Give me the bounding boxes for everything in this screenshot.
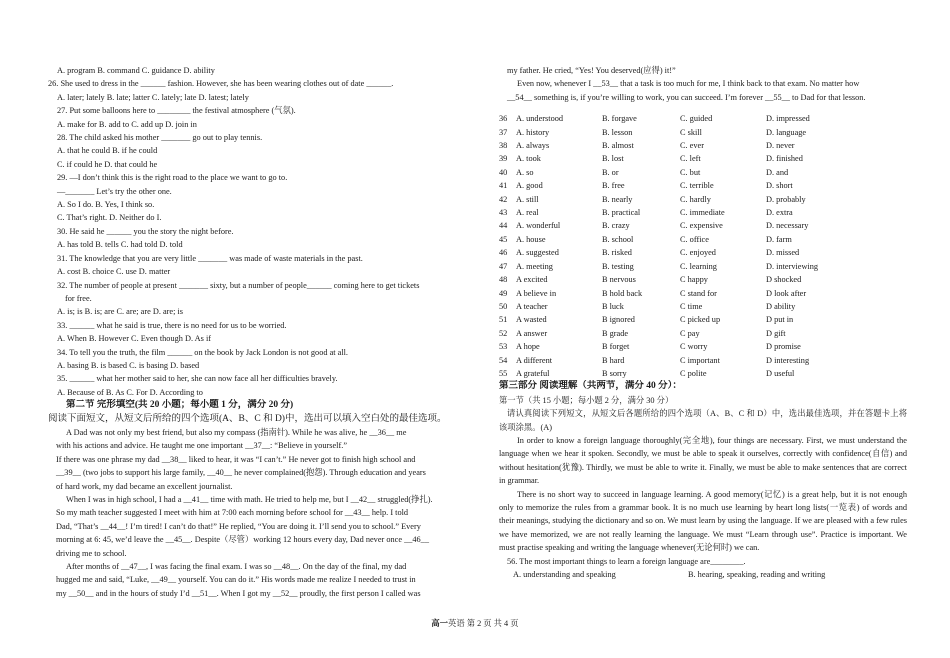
option-number: 36 [499, 114, 508, 124]
option-number: 39 [499, 154, 508, 164]
reading-passage [499, 434, 907, 555]
passage-line: my __50__ and in the hours of study I’d __51__. When I got my __52__ proudly, the first person I called was [56, 588, 421, 598]
question-line: —_______ Let’s try the other one. [57, 186, 172, 196]
option-choice: D. necessary [766, 221, 809, 231]
passage-line: driving me to school. [56, 548, 127, 558]
option-choice: A. took [516, 154, 541, 164]
passage-line: Dad, “That’s __44__! I’m tired! I can’t do that!” He replied, “You are doing it. I’ll send you to school.” Every [56, 521, 421, 531]
option-choice: A hope [516, 342, 540, 352]
option-choice: A. wonderful [516, 221, 561, 231]
option-number: 44 [499, 221, 508, 231]
option-choice: A grateful [516, 368, 550, 378]
option-number: 47 [499, 261, 508, 271]
cloze-passage [48, 426, 456, 600]
option-number: 49 [499, 288, 508, 298]
footer-page-info: 英语 第 2 页 共 4 页 [448, 619, 519, 628]
option-choice: D. and [766, 167, 789, 177]
option-choice: B. crazy [602, 221, 630, 231]
option-number: 38 [499, 141, 508, 151]
option-choice: B. almost [602, 141, 634, 151]
option-number: 52 [499, 328, 508, 338]
option-choice: B hard [602, 355, 625, 365]
option-choice: A. still [516, 194, 539, 204]
question-line: 32. The number of people at present _______ sixty, but a number of people______ coming here to get tickets [57, 280, 420, 290]
option-choice: A believe in [516, 288, 557, 298]
reading-paragraph: In order to know a foreign language thoroughly(完全地), four things are necessary. First, we must understand the language when we hear it spoken. Secondly, we must be able to speak it ourselves, correctly with confidence(自信) and without hesitation(犹豫). Thirdly, we must be able to write it. Finally, we must be able to make sentences that are correct in grammar. [499, 435, 907, 486]
option-choice: C. hardly [680, 194, 711, 204]
option-row [499, 313, 907, 326]
option-choice: B. free [602, 181, 625, 191]
option-choice: C happy [680, 275, 708, 285]
option-choice: C. office [680, 234, 709, 244]
option-choice: B sorry [602, 368, 627, 378]
option-number: 43 [499, 208, 508, 218]
option-row [499, 327, 907, 340]
option-choice: C. immediate [680, 208, 725, 218]
option-choice: B grade [602, 328, 629, 338]
option-choice: D promise [766, 342, 801, 352]
option-choice: A. always [516, 141, 550, 151]
option-number: 53 [499, 342, 508, 352]
option-choice: C worry [680, 342, 708, 352]
option-choice: B. risked [602, 248, 632, 258]
question-line: 34. To tell you the truth, the film ______ on the book by Jack London is not good at all. [57, 347, 349, 357]
question-line: A. basing B. is based C. is basing D. based [57, 360, 200, 370]
section2-title: 第二节 完形填空(共 20 小题；每小题 1 分，满分 20 分) [66, 400, 294, 411]
option-choice: C. enjoyed [680, 248, 716, 258]
cloze-options-table [499, 112, 907, 380]
option-choice: D. language [766, 127, 807, 137]
option-choice: D put in [766, 315, 794, 325]
option-row [499, 300, 907, 313]
question-line: A. program B. command C. guidance D. ability [57, 66, 215, 75]
option-choice: B. lesson [602, 127, 633, 137]
option-choice: B ignored [602, 315, 635, 325]
option-choice: D gift [766, 328, 786, 338]
option-number: 37 [499, 127, 508, 137]
option-choice: C. expensive [680, 221, 723, 231]
option-choice: A. house [516, 234, 546, 244]
option-number: 46 [499, 248, 508, 258]
passage-line: So my math teacher suggested I meet with him at 7:00 each morning before school for __43__ help. I told [56, 508, 409, 518]
option-row [499, 193, 907, 206]
part3-instruction: 请认真阅读下列短文，从短文后各题所给的四个选项（A、B、C 和 D）中，选出最佳选项，并在答题卡上将该项涂黑。(A) [499, 409, 907, 432]
question-56-options [499, 568, 907, 581]
question-line: 33. ______ what he said is true, there is no need for us to be worried. [57, 320, 287, 330]
passage-line: If there was one phrase my dad __38__ liked to hear, it was “I can’t.” He never got to finish high school and [56, 454, 416, 464]
question-line: A. is; is B. is; are C. are; are D. are; is [57, 307, 184, 317]
section2-instruction: 阅读下面短文，从短文后所给的四个选项(A、B、C 和 D)中，选出可以填入空白处的最佳选项。 [48, 413, 447, 424]
option-row [499, 166, 907, 179]
option-choice: B. lost [602, 154, 624, 164]
option-choice: A. meeting [516, 261, 553, 271]
left-column [48, 0, 456, 600]
question-line: 29. —I don’t think this is the right road to the place we want to go to. [57, 173, 288, 183]
question-line: C. if could he D. that could he [57, 159, 158, 169]
option-row [499, 219, 907, 232]
passage-line: morning at 6: 45, we’d leave the __45__. Despite（尽管）working 12 hours every day, Dad never once __46__ [56, 535, 429, 545]
option-choice: A different [516, 355, 553, 365]
part3-subtitle: 第一节（共 15 小题；每小题 2 分，满分 30 分） [499, 395, 674, 405]
option-choice: A. so [516, 167, 534, 177]
passage-line: __39__ (two jobs to support his large family, __40__ he never complained(抱怨). Through education and years [56, 468, 426, 478]
option-choice: D. probably [766, 194, 806, 204]
option-choice: B nervous [602, 275, 636, 285]
question-list [48, 64, 456, 399]
option-choice: B. nearly [602, 194, 633, 204]
option-row [499, 126, 907, 139]
option-choice: D. impressed [766, 114, 810, 124]
cloze-passage-continued [499, 64, 907, 104]
option-number: 55 [499, 368, 508, 378]
option-choice: B. practical [602, 208, 641, 218]
option-choice: C. terrible [680, 181, 714, 191]
option-choice: C stand for [680, 288, 717, 298]
right-column [499, 0, 907, 581]
option-choice: B hold back [602, 288, 643, 298]
question-line: C. That’s right. D. Neither do I. [57, 213, 162, 223]
option-choice: D shocked [766, 275, 802, 285]
option-number: 48 [499, 275, 508, 285]
question-line: 31. The knowledge that you are very little _______ was made of waste materials in the past. [57, 253, 363, 263]
option-choice: C skill [680, 127, 702, 137]
option-choice: D. farm [766, 234, 792, 244]
part3-title: 第三部分 阅读理解（共两节，满分 40 分）： [499, 381, 682, 392]
option-choice: C. guided [680, 114, 713, 124]
option-choice: A wasted [516, 315, 547, 325]
option-number: 41 [499, 181, 508, 191]
question-line: A. Because of B. As C. For D. According to [57, 387, 203, 397]
question-line: for free. [65, 293, 92, 303]
question-line: A. has told B. tells C. had told D. told [57, 240, 183, 250]
option-choice: D interesting [766, 355, 810, 365]
option-choice: D ability [766, 301, 796, 311]
option-row [499, 112, 907, 125]
option-row [499, 287, 907, 300]
option-row [499, 340, 907, 353]
option-choice: C. but [680, 167, 701, 177]
option-row [499, 139, 907, 152]
option-choice: D. extra [766, 208, 793, 218]
option-choice: B forget [602, 342, 630, 352]
option-choice: B. testing [602, 261, 634, 271]
passage-line: __54__ something is, if you’re willing to work, you can succeed. I’m forever __55__ to Dad for that lesson. [507, 92, 866, 102]
option-choice: A. history [516, 127, 550, 137]
passage-line: hugged me and said, “Luke, __49__ yourself. You can do it.” His words made me realize I needed to trust in [56, 575, 416, 585]
passage-line: Even now, whenever I __53__ that a task is too much for me, I think back to that exam. No matter how [517, 79, 860, 89]
option-row [499, 260, 907, 273]
option-choice: B. forgave [602, 114, 637, 124]
option-row [499, 179, 907, 192]
option-row [499, 273, 907, 286]
reading-paragraph: There is no short way to succeed in language learning. A good memory(记忆) is a great help, but it is not enough only to memorize the rules from a grammar book. It is no much use learning by heart long lists(一览表) of words and their meanings, studying the dictionary and so on. We must learn by using the language. If we are pleased with a few rules we have memorized, we are not really learning the language. We must “Learn through use”. Practice is important. We must practise speaking and writing the language whenever(无论何时) we can. [499, 489, 907, 553]
passage-line: When I was in high school, I had a __41__ time with math. He tried to help me, but I __42__ struggled(挣扎). [66, 495, 433, 504]
option-row [499, 246, 907, 259]
question-line: A. that he could B. if he could [57, 146, 158, 156]
option-choice: D. short [766, 181, 793, 191]
option-choice: C. learning [680, 261, 717, 271]
option-choice: A answer [516, 328, 548, 338]
question-line: A. later; lately B. late; latter C. lately; late D. latest; lately [57, 92, 249, 102]
option-choice: C important [680, 355, 720, 365]
passage-line: with his actions and advice. He taught me one important __37__: “Believe in yourself.” [56, 441, 348, 451]
question-56: 56. The most important things to learn a foreign language are________. [507, 556, 746, 566]
question-line: A. make for B. add to C. add up D. join in [57, 119, 197, 129]
option-choice: B. school [602, 234, 634, 244]
question-line: 30. He said he ______ you the story the night before. [57, 226, 234, 236]
option-number: 51 [499, 315, 508, 325]
option-number: 50 [499, 301, 508, 311]
option-choice: C pay [680, 328, 700, 338]
page-footer [0, 617, 950, 629]
option-choice: B luck [602, 301, 624, 311]
option-choice: B. or [602, 167, 619, 177]
option-row [499, 152, 907, 165]
q56-option-b: B. hearing, speaking, reading and writing [688, 570, 826, 580]
option-choice: D. never [766, 141, 795, 151]
option-number: 40 [499, 167, 508, 177]
option-choice: D. interviewing [766, 261, 819, 271]
option-row [499, 367, 907, 380]
option-choice: C time [680, 301, 703, 311]
option-choice: A teacher [516, 301, 548, 311]
option-number: 54 [499, 355, 508, 365]
option-choice: C. left [680, 154, 701, 164]
question-line: 26. She used to dress in the ______ fashion. However, she has been wearing clothes out of date ______. [48, 79, 394, 89]
option-row [499, 354, 907, 367]
question-line: A. cost B. choice C. use D. matter [57, 267, 171, 277]
option-choice: C. ever [680, 141, 704, 151]
question-line: 28. The child asked his mother _______ go out to play tennis. [57, 133, 263, 143]
q56-option-a: A. understanding and speaking [513, 570, 616, 580]
passage-line: A Dad was not only my best friend, but also my compass (指南针). While he was alive, he __36__ me [66, 427, 407, 437]
footer-grade: 高一 [431, 619, 449, 628]
option-choice: C picked up [680, 315, 721, 325]
option-choice: D. finished [766, 154, 803, 164]
passage-line: my father. He cried, “Yes! You deserved(应得) it!” [507, 66, 676, 75]
question-line: A. When B. However C. Even though D. As if [57, 334, 212, 344]
option-choice: D look after [766, 288, 807, 298]
option-row [499, 233, 907, 246]
option-choice: D. missed [766, 248, 800, 258]
option-choice: D useful [766, 368, 795, 378]
option-choice: C polite [680, 368, 707, 378]
passage-line: of hard work, my dad became an excellent journalist. [56, 481, 233, 491]
option-row [499, 206, 907, 219]
option-choice: A. understood [516, 114, 564, 124]
option-choice: A excited [516, 275, 548, 285]
question-line: 35. ______ what her mother said to her, she can now face all her difficulties bravely. [57, 374, 338, 384]
question-line: 27. Put some balloons here to ________ the festival atmosphere (气氛). [57, 106, 296, 116]
option-number: 42 [499, 194, 508, 204]
option-number: 45 [499, 234, 508, 244]
option-choice: A. good [516, 181, 543, 191]
option-choice: A. real [516, 208, 539, 218]
passage-line: After months of __47__, I was facing the final exam. I was so __48__. On the day of the final, my dad [66, 562, 407, 572]
question-line: A. So I do. B. Yes, I think so. [57, 200, 155, 210]
option-choice: A. suggested [516, 248, 559, 258]
